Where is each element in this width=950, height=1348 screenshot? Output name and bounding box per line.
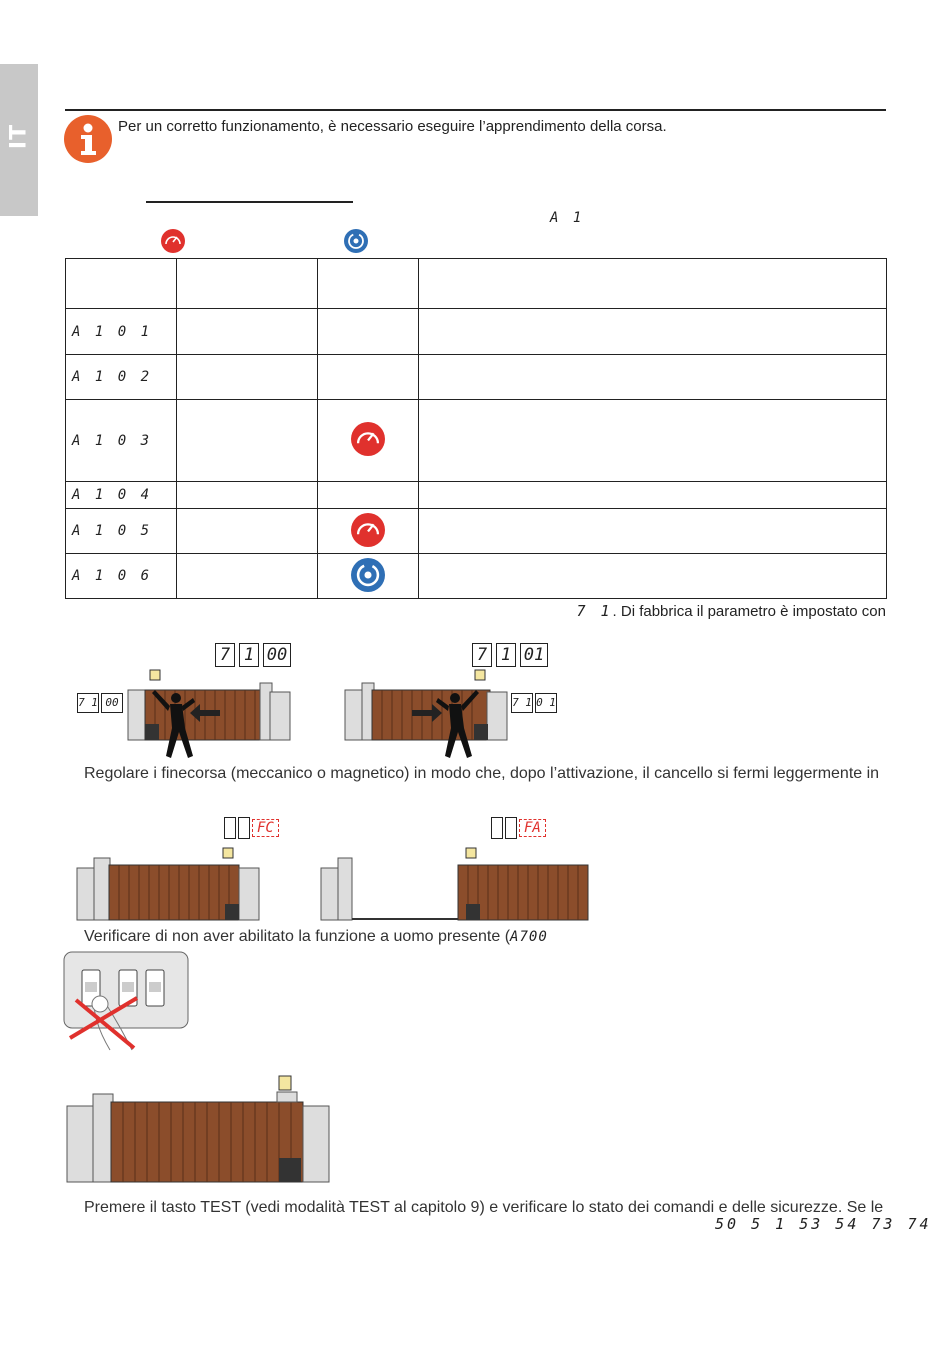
info-icon xyxy=(64,115,112,163)
table-header-row xyxy=(66,259,887,309)
safety-codes-line: 50 5 1 53 54 73 74 xyxy=(715,1215,932,1233)
header-cell xyxy=(66,259,177,309)
rapid-speed-icon xyxy=(351,422,385,456)
row-code: A 1 0 3 xyxy=(66,400,177,482)
fc-code: FC xyxy=(252,819,279,837)
rapid-speed-icon xyxy=(351,513,385,547)
parameter-table xyxy=(65,258,887,599)
info-note-text: Per un corretto funzionamento, è necessario eseguire l’apprendimento della corsa. xyxy=(118,118,667,135)
paragraph-limits: Regolare i finecorsa (meccanico o magnetico) in modo che, dopo l’attivazione, il cancello si fermi leggermente in xyxy=(84,765,880,782)
display-fa xyxy=(491,817,546,839)
top-rule xyxy=(65,109,886,111)
auto-cycle-icon xyxy=(344,229,368,253)
table-row xyxy=(66,482,887,509)
row-code: A 1 0 6 xyxy=(66,554,177,599)
display-right-large: 7 1 01 xyxy=(472,643,548,667)
table-row xyxy=(66,554,887,599)
switch-panel-illustration xyxy=(62,950,192,1055)
display-fc xyxy=(224,817,279,839)
display-right-small: 7 1 0 1 xyxy=(511,693,557,713)
param-71-code: 7 1 xyxy=(576,602,613,620)
gate-closed-open-illustration xyxy=(76,846,596,924)
row-code: A 1 0 5 xyxy=(66,509,177,554)
paragraph-test: Premere il tasto TEST (vedi modalità TEST al capitolo 9) e verificare lo stato dei comandi e delle sicurezze. Se le xyxy=(84,1199,884,1216)
row-code: A 1 0 1 xyxy=(66,309,177,355)
display-left-small: 7 1 00 xyxy=(77,693,123,713)
paragraph-man-present: Verificare di non aver abilitato la funzione a uomo presente (A700 xyxy=(84,928,548,945)
gate-illustration-left xyxy=(125,668,295,763)
table-row xyxy=(66,355,887,400)
row-code: A 1 0 4 xyxy=(66,482,177,509)
header-cell xyxy=(177,259,318,309)
header-cell xyxy=(318,259,419,309)
factory-default-note xyxy=(576,602,886,620)
table-row xyxy=(66,509,887,554)
gate-test-illustration xyxy=(65,1072,333,1187)
factory-default-text: . Di fabbrica il parametro è impostato con xyxy=(612,603,886,620)
table-row xyxy=(66,400,887,482)
language-tab-label: IT xyxy=(6,123,32,150)
fa-code: FA xyxy=(519,819,546,837)
param-group-code: A 1 xyxy=(550,210,585,226)
display-left-large: 7 1 00 xyxy=(215,643,291,667)
language-tab[interactable] xyxy=(0,64,38,216)
rapid-speed-icon xyxy=(161,229,185,253)
row-code: A 1 0 2 xyxy=(66,355,177,400)
header-cell xyxy=(419,259,887,309)
table-row xyxy=(66,309,887,355)
auto-cycle-icon xyxy=(351,558,385,592)
section-heading-underline xyxy=(146,201,353,203)
gate-illustration-right xyxy=(342,668,512,763)
